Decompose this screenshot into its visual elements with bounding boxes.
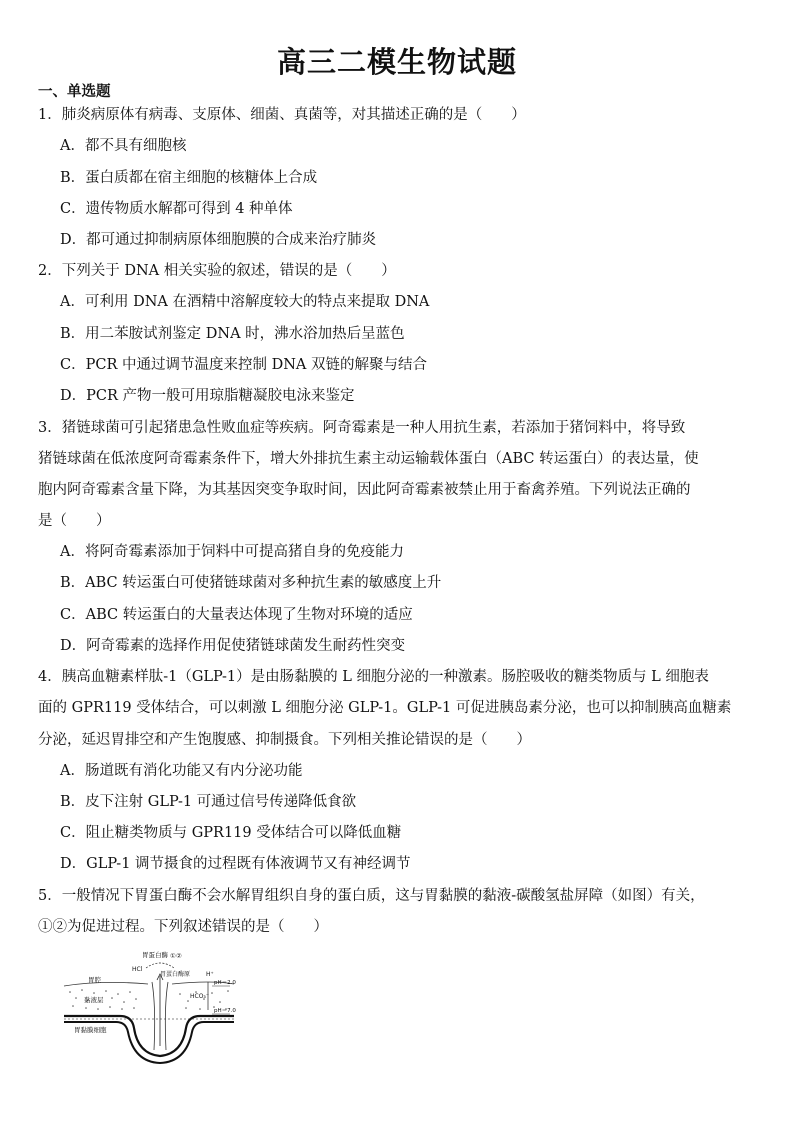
figure-label-pepsinogen: 胃蛋白酶原 <box>160 971 191 978</box>
figure-label-process-1: ① <box>170 952 176 960</box>
question-3-option-d[interactable]: D．阿奇霉素的选择作用促使猪链球菌发生耐药性突变 <box>60 638 406 654</box>
question-3-option-a[interactable]: A．将阿奇霉素添加于饲料中可提高猪自身的免疫能力 <box>60 544 404 560</box>
question-4-option-b[interactable]: B．皮下注射 GLP-1 可通过信号传递降低食欲 <box>60 794 357 810</box>
question-4-stem-line-2: 面的 GPR119 受体结合，可以刺激 L 细胞分泌 GLP-1。GLP-1 可促进胰岛素分泌，也可以抑制胰高血糖素 <box>38 700 732 716</box>
question-1-option-d[interactable]: D．都可通过抑制病原体细胞膜的合成来治疗肺炎 <box>60 232 377 248</box>
question-3-stem-line-2: 猪链球菌在低浓度阿奇霉素条件下，增大外排抗生素主动运输载体蛋白（ABC 转运蛋白）的表达量，使 <box>38 451 699 467</box>
question-2-option-a[interactable]: A．可利用 DNA 在酒精中溶解度较大的特点来提取 DNA <box>60 294 430 310</box>
question-3-option-b[interactable]: B．ABC 转运蛋白可使猪链球菌对多种抗生素的敏感度上升 <box>60 575 442 591</box>
question-5-stem-line-2: ①②为促进过程。下列叙述错误的是（ ） <box>38 919 328 935</box>
question-3-stem-line-4: 是（ ） <box>38 513 111 529</box>
gastric-barrier-figure <box>62 946 272 1064</box>
question-2-option-d[interactable]: D．PCR 产物一般可用琼脂糖凝胶电泳来鉴定 <box>60 388 355 404</box>
figure-label-mucosal-cell: 胃黏膜细胞 <box>74 1026 107 1034</box>
figure-label-hcl: HCl <box>132 966 143 973</box>
figure-label-ph-7: pH＝7.0 <box>214 1008 236 1014</box>
question-4-option-d[interactable]: D．GLP-1 调节摄食的过程既有体液调节又有神经调节 <box>60 856 411 872</box>
figure-label-pepsin: 胃蛋白酶 <box>142 951 168 959</box>
question-2-option-b[interactable]: B．用二苯胺试剂鉴定 DNA 时，沸水浴加热后呈蓝色 <box>60 326 405 342</box>
question-1-option-c[interactable]: C．遗传物质水解都可得到 4 种单体 <box>60 201 293 217</box>
question-5-stem-line-1: 5．一般情况下胃蛋白酶不会水解胃组织自身的蛋白质，这与胃黏膜的黏液-碳酸氢盐屏障（如图）有关， <box>38 888 705 904</box>
figure-label-mucus: 黏液层 <box>84 996 104 1004</box>
page-title: 高三二模生物试题 <box>276 45 517 79</box>
figure-label-ph-2: pH＝2.0 <box>214 980 236 986</box>
figure-label-bicarbonate: HCO₃⁻ <box>190 993 209 1000</box>
figure-label-h-ion: H⁺ <box>206 971 214 978</box>
question-4-option-a[interactable]: A．肠道既有消化功能又有内分泌功能 <box>60 763 303 779</box>
section-heading: 一、单选题 <box>38 84 111 100</box>
question-3-option-c[interactable]: C．ABC 转运蛋白的大量表达体现了生物对环境的适应 <box>60 607 413 623</box>
question-4-stem-line-1: 4．胰高血糖素样肽-1（GLP-1）是由肠黏膜的 L 细胞分泌的一种激素。肠腔吸收的糖类物质与 L 细胞表 <box>38 669 709 685</box>
question-2-stem: 2．下列关于 DNA 相关实验的叙述，错误的是（ ） <box>38 263 396 279</box>
question-3-stem-line-1: 3．猪链球菌可引起猪患急性败血症等疾病。阿奇霉素是一种人用抗生素，若添加于猪饲料中，将导致 <box>38 420 686 436</box>
question-1-option-a[interactable]: A．都不具有细胞核 <box>60 138 187 154</box>
question-2-option-c[interactable]: C．PCR 中通过调节温度来控制 DNA 双链的解聚与结合 <box>60 357 427 373</box>
question-1-option-b[interactable]: B．蛋白质都在宿主细胞的核糖体上合成 <box>60 170 318 186</box>
question-4-stem-line-3: 分泌，延迟胃排空和产生饱腹感、抑制摄食。下列相关推论错误的是（ ） <box>38 732 531 748</box>
question-3-stem-line-3: 胞内阿奇霉素含量下降，为其基因突变争取时间，因此阿奇霉素被禁止用于畜禽养殖。下列说法正确的 <box>38 482 691 498</box>
question-4-option-c[interactable]: C．阻止糖类物质与 GPR119 受体结合可以降低血糖 <box>60 825 402 841</box>
figure-label-lumen: 胃腔 <box>88 976 101 984</box>
figure-label-process-2: ② <box>176 952 182 960</box>
question-1-stem: 1．肺炎病原体有病毒、支原体、细菌、真菌等，对其描述正确的是（ ） <box>38 107 526 123</box>
